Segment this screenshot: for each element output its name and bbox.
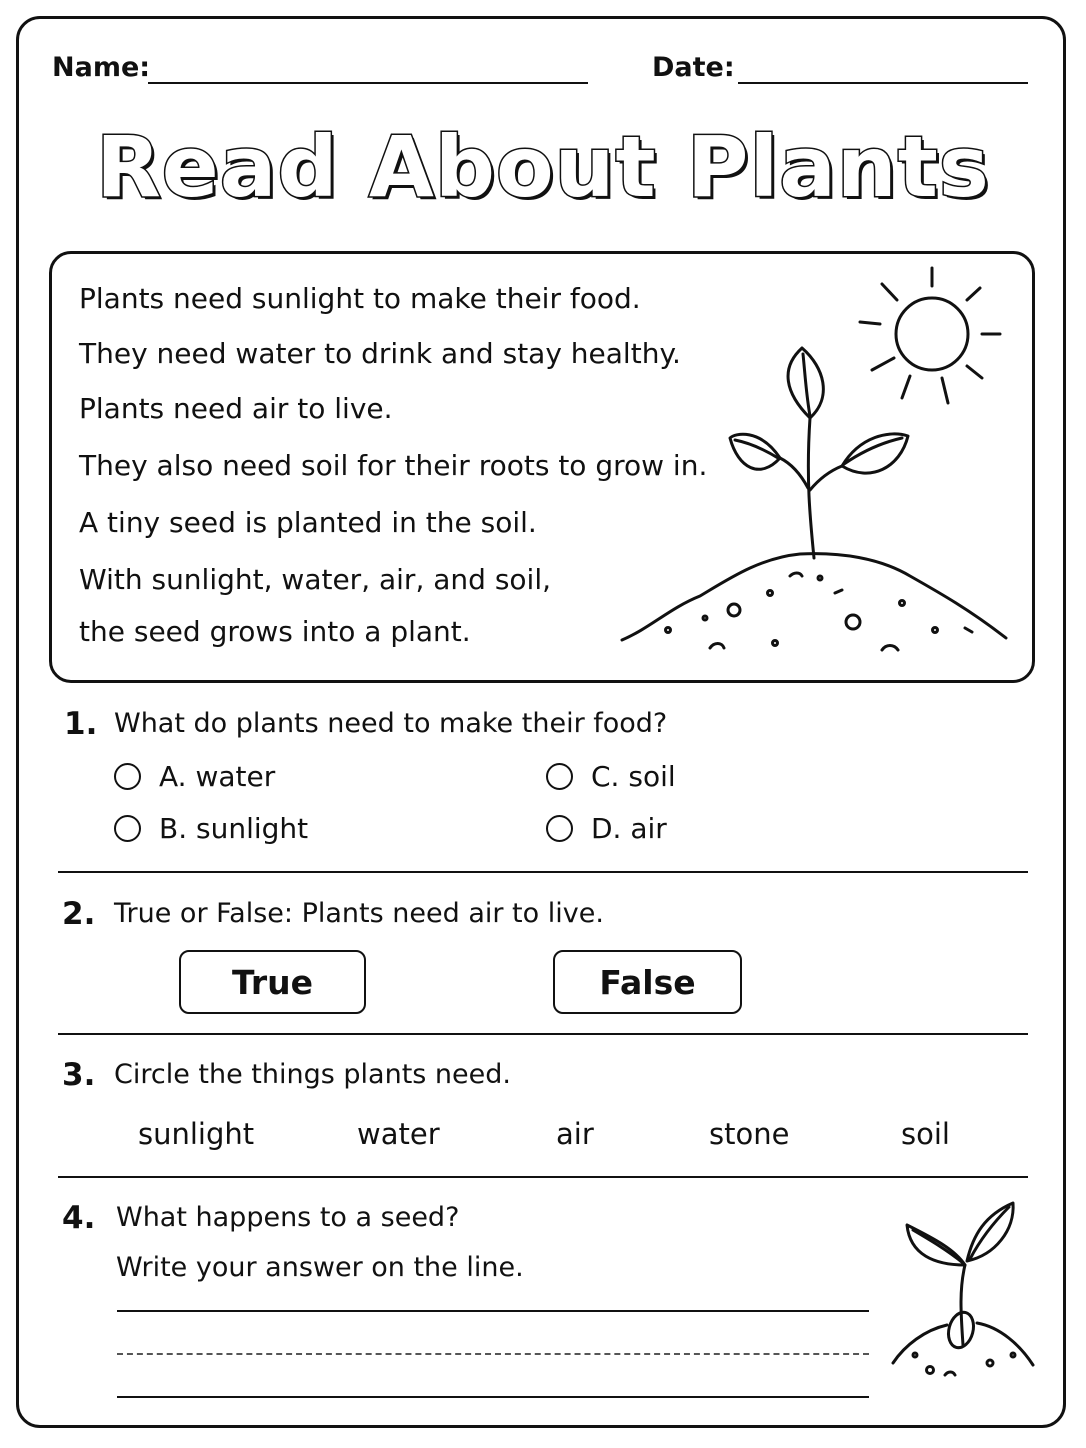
q1-option-b[interactable] [114,812,308,845]
question-2-number: 2. [62,896,96,932]
option-label: B. sunlight [159,812,309,845]
page-title: Read About Plants [96,118,990,216]
option-label: C. soil [591,760,676,793]
q1-option-c[interactable] [546,760,676,793]
radio-button[interactable] [546,815,573,842]
seedling-icon [885,1195,1040,1385]
true-button[interactable]: True [179,950,366,1014]
reading-line: A tiny seed is planted in the soil. [79,506,537,539]
answer-line-top[interactable] [117,1310,869,1312]
section-divider [58,1033,1028,1035]
question-4-instruction: Write your answer on the line. [116,1252,524,1283]
option-label: D. air [591,812,667,845]
question-3-text: Circle the things plants need. [114,1059,511,1090]
radio-button[interactable] [546,763,573,790]
reading-line: They also need soil for their roots to grow in. [79,449,708,482]
name-field[interactable] [148,82,588,84]
q1-option-d[interactable] [546,812,667,845]
radio-button[interactable] [114,815,141,842]
word-choice[interactable]: water [357,1117,440,1151]
question-1-text: What do plants need to make their food? [114,708,668,739]
section-divider [58,1176,1028,1178]
date-label: Date: [652,52,735,83]
reading-line: With sunlight, water, air, and soil, [79,563,551,596]
word-choice[interactable]: sunlight [138,1117,255,1151]
word-choice[interactable]: stone [709,1117,790,1151]
reading-line: They need water to drink and stay healthy. [79,337,681,370]
false-button[interactable]: False [553,950,742,1014]
reading-line: the seed grows into a plant. [79,615,471,648]
question-2-text: True or False: Plants need air to live. [114,898,604,929]
option-label: A. water [159,760,276,793]
answer-line-middle[interactable] [117,1353,869,1355]
question-4-number: 4. [62,1200,96,1236]
q1-option-a[interactable] [114,760,275,793]
radio-button[interactable] [114,763,141,790]
section-divider [58,871,1028,873]
sun-and-sprout-icon [610,258,1020,668]
word-choice[interactable]: soil [901,1117,950,1151]
name-label: Name: [52,52,151,83]
reading-line: Plants need sunlight to make their food. [79,282,641,315]
reading-line: Plants need air to live. [79,392,393,425]
word-choice[interactable]: air [556,1117,594,1151]
question-4-text: What happens to a seed? [116,1202,460,1233]
question-1-number: 1. [64,706,98,742]
question-3-number: 3. [62,1057,96,1093]
date-field[interactable] [738,82,1028,84]
answer-line-bottom[interactable] [117,1396,869,1398]
